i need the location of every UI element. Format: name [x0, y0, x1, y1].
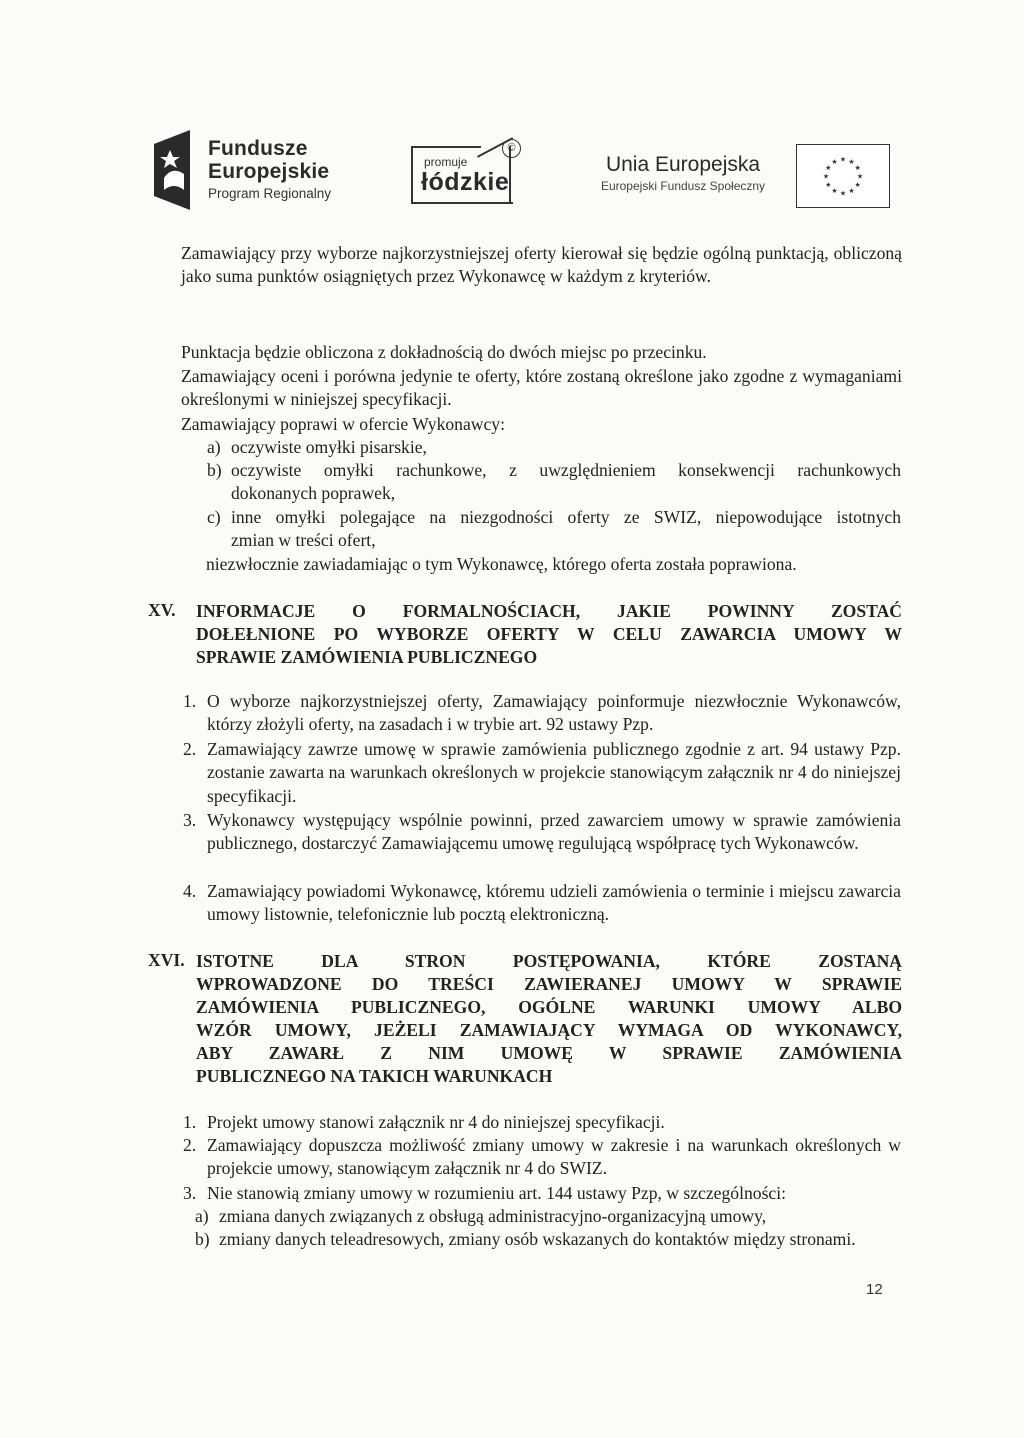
eu-flag-icon: [796, 144, 890, 208]
eu-star-icon: ★: [848, 157, 855, 166]
fe-line-1: Fundusze: [208, 137, 308, 160]
eu-star-icon: ★: [839, 189, 847, 198]
eu-star-icon: ★: [848, 187, 855, 196]
list-marker: a): [195, 1206, 209, 1226]
list-item-continuation: zmian w treści ofert,: [231, 530, 376, 550]
list-marker: 2.: [183, 1135, 197, 1155]
list-item: zmiana danych związanych z obsługą administracyjno-organizacyjną umowy,: [219, 1206, 767, 1226]
intro-paragraph-precision: Punktacja będzie obliczona z dokładnością do dwóch miejsc po przecinku.: [181, 342, 707, 362]
list-marker: b): [207, 460, 222, 480]
intro-paragraph-scoring: Zamawiający przy wyborze najkorzystniejszej oferty kierował się będzie ogólną punktacją, obliczoną jako suma punktów osiągniętych przez Wykonawcę w każdym z kryteriów.: [181, 243, 902, 287]
list-item: oczywiste omyłki rachunkowe, z uwzględnieniem konsekwencji rachunkowych: [231, 460, 901, 480]
eu-star-icon: ★: [831, 157, 838, 166]
list-item: inne omyłki polegające na niezgodności oferty ze SWIZ, niepowodujące istotnych: [231, 507, 901, 527]
list-item: Zamawiający powiadomi Wykonawcę, któremu udzieli zamówienia o terminie i miejscu zawarcia umowy listownie, telefonicznie lub pocztą elektroniczną.: [207, 881, 901, 925]
list-marker: b): [195, 1229, 210, 1249]
section-15-title-line-2: DOŁEŁNIONE PO WYBORZE OFERTY W CELU ZAWARCIA UMOWY W: [196, 624, 902, 644]
section-16-title-line-3: ZAMÓWIENIA PUBLICZNEGO, OGÓLNE WARUNKI UMOWY ALBO: [196, 997, 902, 1017]
list-marker: a): [207, 437, 221, 457]
fundusze-europejskie-emblem-icon: [150, 130, 194, 210]
ue-line-2: Europejski Fundusz Społeczny: [600, 179, 766, 193]
list-item: O wyborze najkorzystniejszej oferty, Zamawiający poinformuje niezwłocznie Wykonawców, którzy złożyli oferty, na zasadach i w trybie art. 92 ustawy Pzp.: [207, 691, 901, 735]
intro-paragraph-corrections: Zamawiający poprawi w ofercie Wykonawcy:: [181, 414, 505, 434]
eu-star-icon: ★: [854, 164, 861, 172]
section-16-title-line-1: ISTOTNE DLA STRON POSTĘPOWANIA, KTÓRE ZOSTANĄ: [196, 951, 902, 971]
list-item: Zamawiający dopuszcza możliwość zmiany umowy w zakresie i na warunkach określonych w projekcie umowy, stanowiącym załącznik nr 4 do SWIZ.: [207, 1135, 901, 1179]
intro-closing: niezwłocznie zawiadamiając o tym Wykonawcę, którego oferta została poprawiona.: [206, 554, 797, 574]
eu-star-icon: ★: [854, 181, 861, 189]
eu-star-icon: ★: [822, 172, 830, 181]
list-marker: 1.: [183, 1112, 197, 1132]
list-marker: 3.: [183, 810, 197, 830]
section-15-title-line-3: SPRAWIE ZAMÓWIENIA PUBLICZNEGO: [196, 647, 538, 667]
copyright-icon: ©: [502, 139, 521, 158]
eu-star-icon: ★: [825, 164, 832, 172]
eu-star-icon: ★: [856, 172, 864, 181]
list-marker: 3.: [183, 1183, 197, 1203]
list-item: zmiany danych teleadresowych, zmiany osób wskazanych do kontaktów między stronami.: [219, 1229, 856, 1249]
section-15-number: XV.: [148, 600, 176, 620]
section-15-title-line-1: INFORMACJE O FORMALNOŚCIACH, JAKIE POWINNY ZOSTAĆ: [196, 601, 902, 621]
list-item-continuation: dokonanych poprawek,: [231, 483, 396, 503]
list-marker: 4.: [183, 881, 197, 901]
page-number: 12: [866, 1281, 883, 1298]
fundusze-europejskie-logo-text: [208, 137, 331, 203]
lodzkie-name: łódzkie: [421, 168, 510, 196]
list-item: Projekt umowy stanowi załącznik nr 4 do niniejszej specyfikacji.: [207, 1112, 665, 1132]
list-marker: c): [207, 507, 221, 527]
unia-europejska-logo-text: [583, 153, 783, 195]
intro-paragraph-compliance: Zamawiający oceni i porówna jedynie te oferty, które zostaną określone jako zgodne z wymaganiami określonymi w niniejszej specyfikacji.: [181, 366, 902, 410]
list-item: oczywiste omyłki pisarskie,: [231, 437, 427, 457]
section-16-title-line-5: ABY ZAWARŁ Z NIM UMOWĘ W SPRAWIE ZAMÓWIENIA: [196, 1043, 902, 1063]
section-16-title-line-6: PUBLICZNEGO NA TAKICH WARUNKACH: [196, 1066, 553, 1086]
eu-star-icon: ★: [825, 181, 832, 189]
lodzkie-logo: [411, 146, 515, 204]
fe-line-3: Program Regionalny: [208, 186, 332, 201]
eu-star-icon: ★: [831, 187, 838, 196]
eu-star-icon: ★: [839, 155, 847, 164]
section-16-title-line-4: WZÓR UMOWY, JEŻELI ZAMAWIAJĄCY WYMAGA OD WYKONAWCY,: [196, 1020, 902, 1040]
section-16-title-line-2: WPROWADZONE DO TREŚCI ZAWIERANEJ UMOWY W SPRAWIE: [196, 974, 902, 994]
list-item: Zamawiający zawrze umowę w sprawie zamówienia publicznego zgodnie z art. 94 ustawy Pzp. zostanie zawarta na warunkach określonych w projekcie stanowiącym załącznik nr 4 do niniejszej specyfikacji.: [207, 739, 901, 806]
lodzkie-promuje-label: promuje: [424, 155, 468, 169]
fe-line-2: Europejskie: [208, 160, 330, 183]
ue-line-1: Unia Europejska: [605, 153, 761, 176]
list-marker: 2.: [183, 739, 197, 759]
list-item: Nie stanowią zmiany umowy w rozumieniu art. 144 ustawy Pzp, w szczególności:: [207, 1183, 786, 1203]
list-marker: 1.: [183, 691, 197, 711]
logo-bar: [0, 0, 1024, 230]
section-16-number: XVI.: [148, 950, 185, 970]
list-item: Wykonawcy występujący wspólnie powinni, przed zawarciem umowy w sprawie zamówienia publicznego, dostarczyć Zamawiającemu umowę regulującą współpracę tych Wykonawców.: [207, 810, 901, 854]
